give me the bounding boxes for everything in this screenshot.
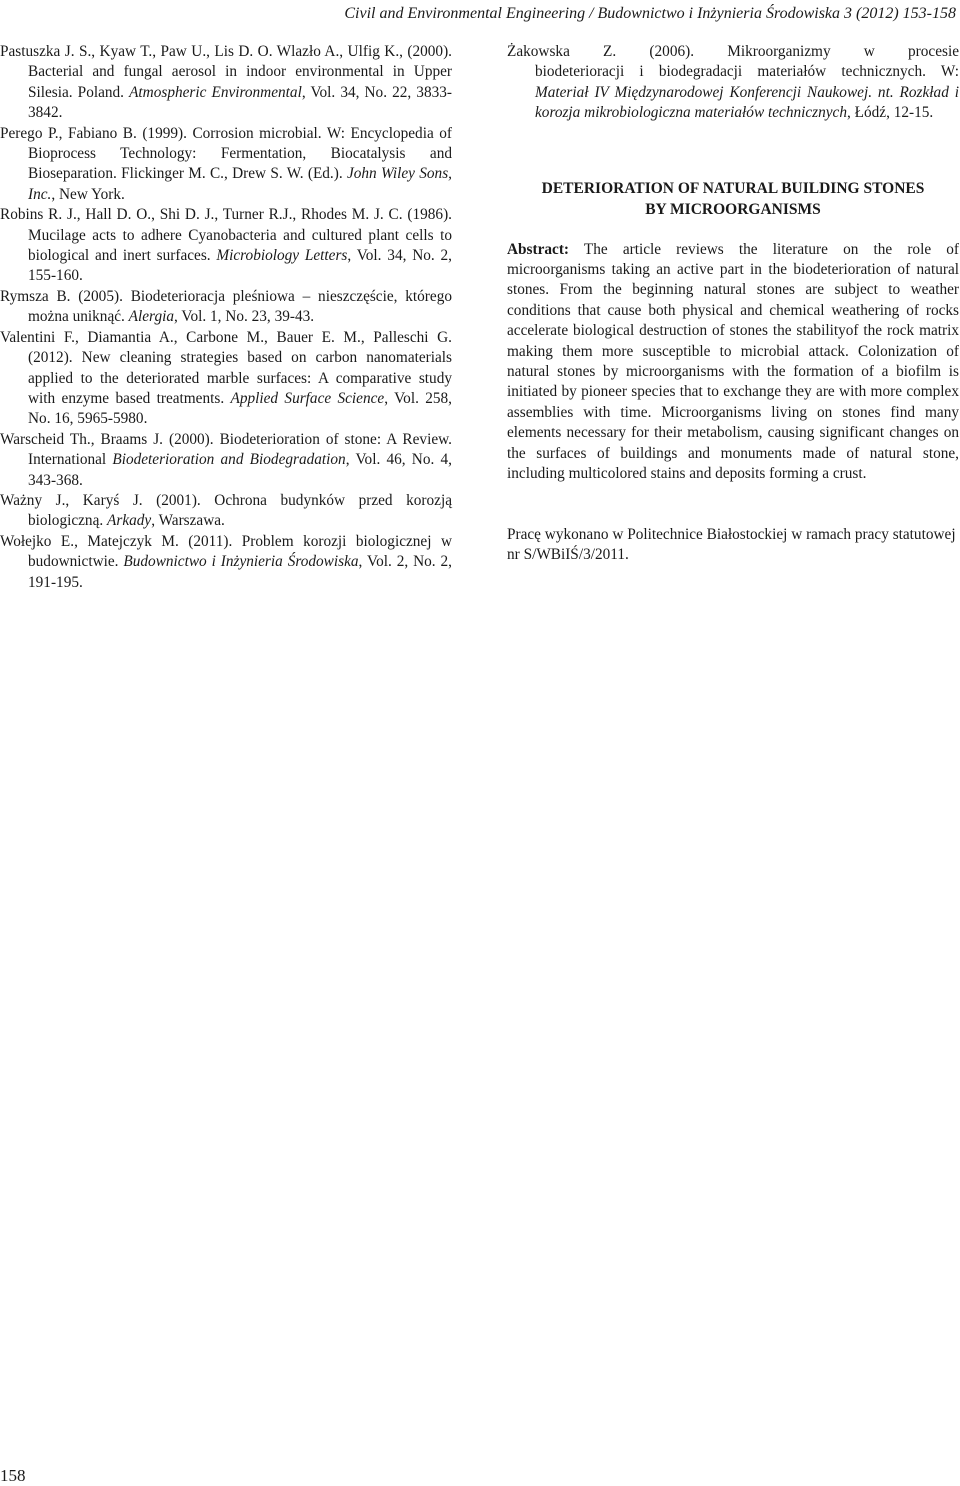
references-left-column (0, 42, 452, 593)
reference-item: Valentini F., Diamantia A., Carbone M., Bauer E. M., Palleschi G. (2012). New cleaning strategies based on carbon nanomaterials applied to the deteriorated marble surfaces: A comparative study with enzyme based treatments. Applied Surface Science, Vol. 258, No. 16, 5965-5980. (0, 328, 453, 428)
reference-item: Pastuszka J. S., Kyaw T., Paw U., Lis D. O. Wlazło A., Ulfig K., (2000). Bacterial and fungal aerosol in indoor environmental in Upper Silesia. Poland. Atmospheric Environmental, Vol. 34, No. 22, 3833-3842. (0, 43, 452, 122)
reference-item: Warscheid Th., Braams J. (2000). Biodeterioration of stone: A Review. International Biodeterioration and Biodegradation, Vol. 46, No. 4, 343-368. (0, 430, 452, 489)
page-number: 158 (0, 1466, 26, 1485)
reference-continuation: biodeterioracji i biodegradacji materiałów technicznych. W: Materiał IV Międzynarodowej Konferencji Naukowej. nt. Rozkład i korozja mikrobiologiczna materiałów technicznych, Łódź, 12-15. (535, 63, 959, 122)
running-head: Civil and Environmental Engineering / Budownictwo i Inżynieria Środowiska 3 (2012) 153-158 (344, 5, 956, 22)
reference-item: Ważny J., Karyś J. (2001). Ochrona budynków przed korozją biologiczną. Arkady, Warszawa. (0, 491, 452, 530)
reference-item: Perego P., Fabiano B. (1999). Corrosion microbial. W: Encyclopedia of Bioprocess Technology: Fermentation, Biocatalysis and Bioseparation. Flickinger M. C., Drew S. W. (Ed.). John Wiley Sons, Inc., New York. (0, 124, 452, 203)
reference-item (507, 42, 959, 124)
reference-item: Robins R. J., Hall D. O., Shi D. J., Turner R.J., Rhodes M. J. C. (1986). Mucilage acts to adhere Cyanobacteria and cultured plant cells to biological and inert surfaces. Microbiology Letters, Vol. 34, No. 2, 155-160. (0, 206, 452, 285)
abstract (507, 240, 959, 485)
reference-item: Rymsza B. (2005). Biodeterioracja pleśniowa – nieszczęście, którego można uniknąć. Alergia, Vol. 1, No. 23, 39-43. (0, 287, 452, 326)
abstract-label: Abstract: (507, 240, 570, 258)
abstract-text: The article reviews the literature on the role of microorganisms taking an active part in the biodeterioration of natural stones. From the beginning natural stones are subject to weather conditions that cause both physical and chemical weathering of rocks accelerate biological destruction of stones the stabilityof the rock matrix making them more susceptible to microbial attack. Colonization of natural stones by microorganisms with the formation of a biofilm is initiated by pioneer species that to exchange they are with more complex assemblies with time. Microorganisms living on stones find many elements necessary for their metabolism, causing significant changes on the surfaces of buildings and monuments made of natural stone, including multicolored stains and deposits forming a crust. (507, 240, 959, 483)
right-column (507, 42, 959, 565)
article-title-line: BY MICROORGANISMS (645, 200, 821, 218)
article-title (507, 178, 959, 220)
reference-item: Wołejko E., Matejczyk M. (2011). Problem korozji biologicznej w budownictwie. Budownictwo i Inżynieria Środowiska, Vol. 2, No. 2, 191-195. (0, 532, 452, 591)
reference-first-line: Żakowska Z. (2006). Mikroorganizmy w procesie (507, 43, 959, 60)
article-title-line: DETERIORATION OF NATURAL BUILDING STONES (541, 179, 925, 197)
acknowledgement: Pracę wykonano w Politechnice Białostockiej w ramach pracy statutowej nr S/WBiIŚ/3/2011. (507, 525, 956, 563)
